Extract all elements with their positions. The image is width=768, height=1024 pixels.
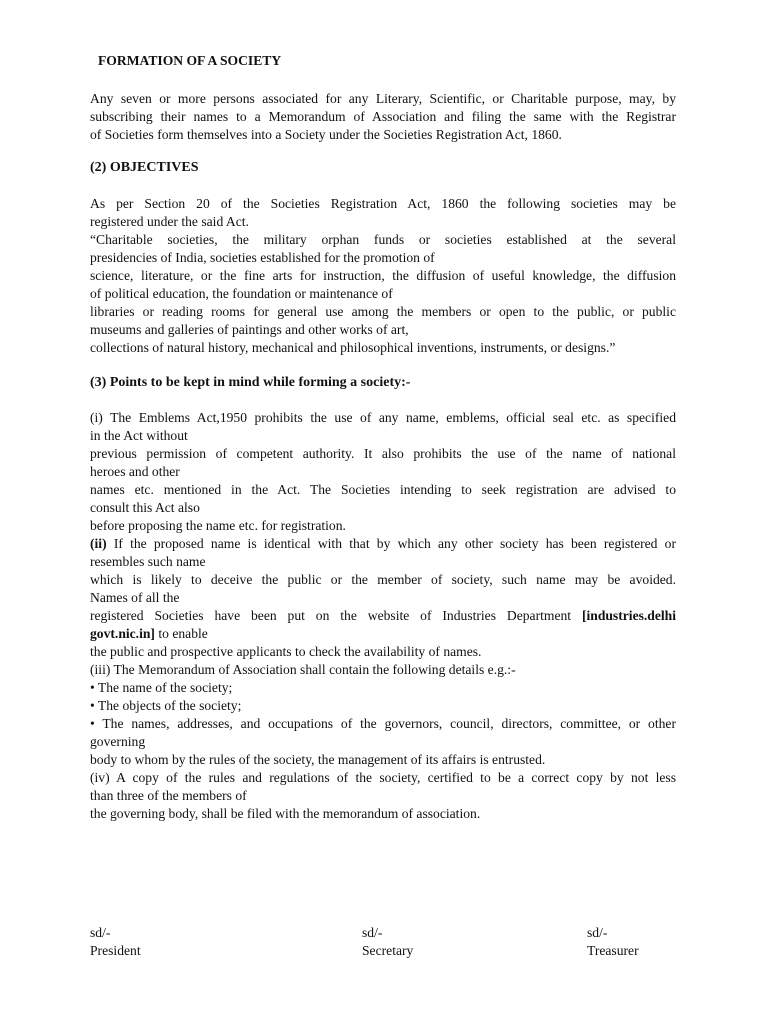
point-i-line: names etc. mentioned in the Act. The Societies intending to seek registration are advised to	[90, 482, 676, 497]
signature-mark: sd/-	[587, 925, 608, 940]
point-ii-line: which is likely to deceive the public or the member of society, such name may be avoided.	[90, 572, 676, 587]
points-heading: (3) Points to be kept in mind while forming a society:-	[90, 375, 411, 390]
point-i-line: in the Act without	[90, 428, 188, 443]
point-ii-marker: (ii)	[90, 536, 107, 551]
signature-treasurer	[587, 924, 639, 960]
point-iii-item: • The name of the society;	[90, 680, 233, 695]
point-i-line: consult this Act also	[90, 500, 200, 515]
objectives-line: museums and galleries of paintings and other works of art,	[90, 322, 409, 337]
signature-role: Secretary	[362, 943, 414, 958]
intro-line: of Societies form themselves into a Society under the Societies Registration Act, 1860.	[90, 127, 562, 142]
signature-role: Treasurer	[587, 943, 639, 958]
intro-paragraph	[90, 90, 676, 144]
point-i-line: previous permission of competent authority. It also prohibits the use of the name of national	[90, 446, 676, 461]
signature-mark: sd/-	[90, 925, 111, 940]
objectives-line: of political education, the foundation or maintenance of	[90, 286, 393, 301]
website-link-part2: govt.nic.in]	[90, 626, 155, 641]
point-ii-website-line	[90, 607, 676, 625]
point-iv-line: than three of the members of	[90, 788, 247, 803]
point-iii-intro: (iii) The Memorandum of Association shall contain the following details e.g.:-	[90, 662, 516, 677]
points-heading-block	[90, 374, 676, 392]
point-ii-line: Names of all the	[90, 590, 180, 605]
objectives-line: science, literature, or the fine arts for instruction, the diffusion of useful knowledge, the diffusion	[90, 268, 676, 283]
objectives-line: registered under the said Act.	[90, 214, 249, 229]
objectives-paragraph	[90, 195, 676, 357]
points-body	[90, 409, 676, 823]
signature-president	[90, 924, 141, 960]
point-ii-text: If the proposed name is identical with that by which any other society has been registered or	[106, 536, 676, 551]
point-iii-item: • The objects of the society;	[90, 698, 242, 713]
signature-mark: sd/-	[362, 925, 383, 940]
point-i-line: (i) The Emblems Act,1950 prohibits the use of any name, emblems, official seal etc. as specified	[90, 410, 676, 425]
point-ii-line: the public and prospective applicants to check the availability of names.	[90, 644, 482, 659]
objectives-line: collections of natural history, mechanical and philosophical inventions, instruments, or designs.”	[90, 340, 616, 355]
objectives-line: libraries or reading rooms for general use among the members or open to the public, or public	[90, 304, 676, 319]
signature-role: President	[90, 943, 141, 958]
point-i-line: heroes and other	[90, 464, 180, 479]
point-ii-website-pre: registered Societies have been put on the website of Industries Department	[90, 608, 582, 623]
document-title: FORMATION OF A SOCIETY	[98, 53, 282, 68]
website-link-part1: [industries.delhi	[581, 608, 676, 623]
point-ii-website-post: to enable	[154, 626, 208, 641]
point-iv-line: (iv) A copy of the rules and regulations of the society, certified to be a correct copy by not less	[90, 770, 676, 785]
intro-line: Any seven or more persons associated for any Literary, Scientific, or Charitable purpose, may, by	[90, 91, 676, 106]
point-ii-line: resembles such name	[90, 554, 206, 569]
objectives-line: presidencies of India, societies established for the promotion of	[90, 250, 435, 265]
point-iii-item: • The names, addresses, and occupations of the governors, council, directors, committee, or other	[90, 716, 676, 731]
objectives-heading-block	[90, 159, 676, 177]
point-iii-item: body to whom by the rules of the society, the management of its affairs is entrusted.	[90, 752, 546, 767]
point-ii-website-line2	[90, 625, 676, 643]
intro-line: subscribing their names to a Memorandum of Association and filing the same with the Registrar	[90, 109, 676, 124]
point-iii-item: governing	[90, 734, 146, 749]
point-ii-first-line	[90, 535, 676, 553]
point-i-line: before proposing the name etc. for registration.	[90, 518, 346, 533]
objectives-line: “Charitable societies, the military orphan funds or societies established at the several	[90, 232, 676, 247]
objectives-heading: (2) OBJECTIVES	[90, 160, 199, 175]
signature-secretary	[362, 924, 413, 960]
point-iv-line: the governing body, shall be filed with the memorandum of association.	[90, 806, 481, 821]
objectives-line: As per Section 20 of the Societies Registration Act, 1860 the following societies may be	[90, 196, 676, 211]
